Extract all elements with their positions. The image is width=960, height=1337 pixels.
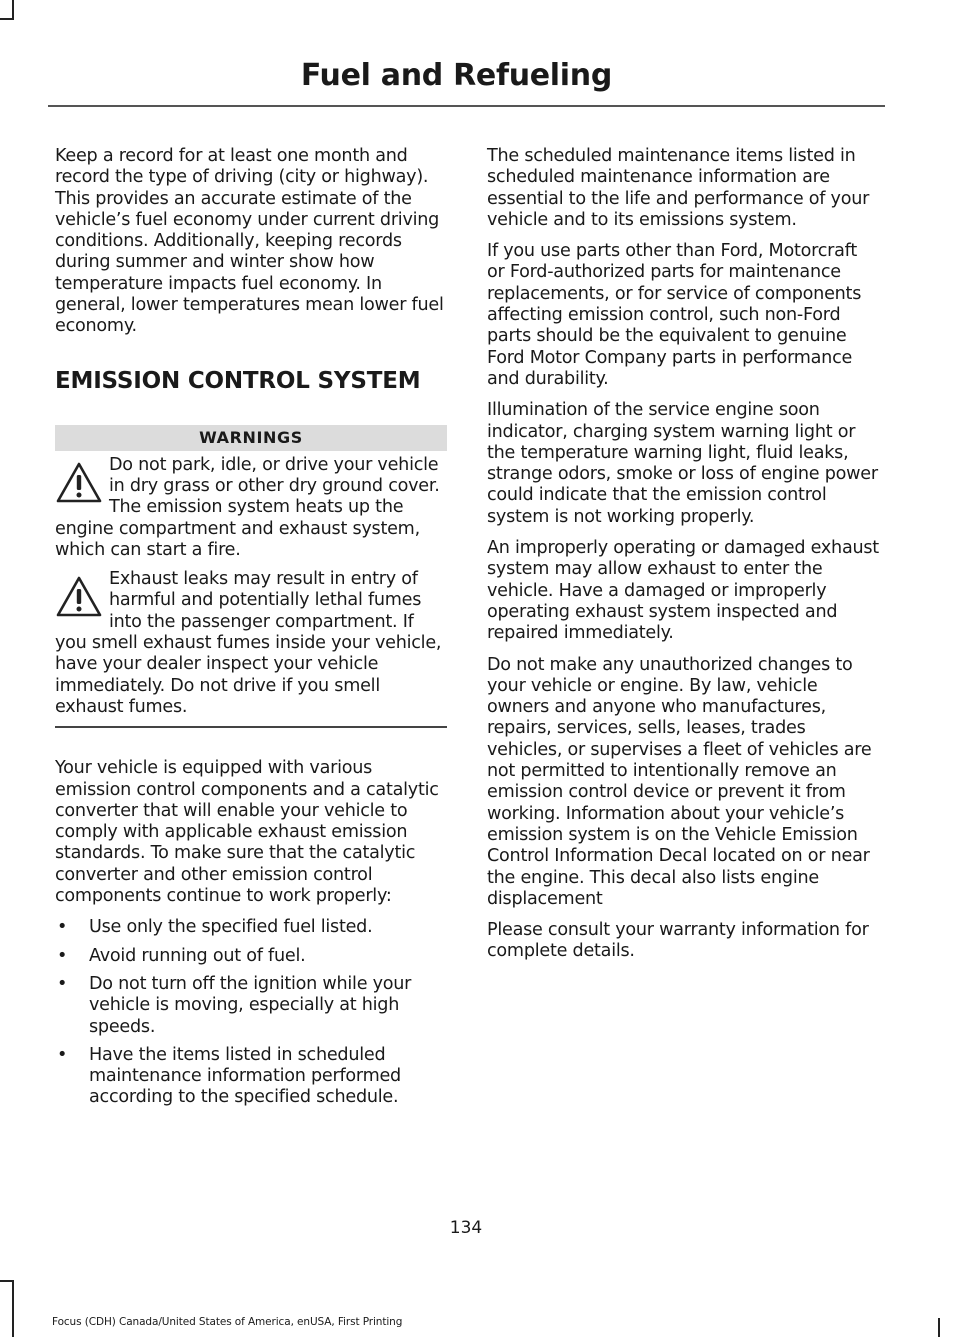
list-item-text: Have the items listed in scheduled maintenance information performed according to the specified schedule.	[89, 1044, 401, 1108]
left-column	[55, 146, 447, 1116]
intro-paragraph: Keep a record for at least one month and record the type of driving (city or highway). This provides an accurate estimate of the vehicle’s fuel economy under current driving conditions. Additionally, keeping records during summer and winter show how temperature impacts fuel economy. In general, lower temperatures mean lower fuel economy.	[55, 146, 444, 337]
bullet-marker: •	[57, 1044, 68, 1065]
warning-text: Exhaust leaks may result in entry of harmful and potentially lethal fumes into the passenger compartment. If you smell exhaust fumes inside your vehicle, have your dealer inspect your vehicle immediately. Do not drive if you smell exhaust fumes.	[55, 569, 442, 717]
bullet-list	[55, 917, 447, 1108]
body-paragraph: Please consult your warranty information for complete details.	[487, 920, 869, 962]
page-number: 134	[449, 1218, 483, 1238]
header-divider	[48, 105, 885, 107]
warning-text: Do not park, idle, or drive your vehicle in dry grass or other dry ground cover. The emission system heats up the engine compartment and exhaust system, which can start a fire.	[55, 454, 440, 560]
bullet-marker: •	[57, 945, 68, 966]
warning-triangle-icon	[55, 575, 103, 619]
body-paragraph: Do not make any unauthorized changes to your vehicle or engine. By law, vehicle owners and anyone who manufactures, repairs, services, sells, leases, trades vehicles, or supervises a fleet of vehicles are not permitted to intentionally remove an emission control device or prevent it from working. Information about your vehicle’s emission system is on the Vehicle Emission Control Information Decal located on or near the engine. This decal also lists engine displacement	[487, 654, 872, 909]
right-column	[487, 146, 879, 973]
warning-triangle-icon	[55, 461, 103, 505]
warnings-divider	[55, 726, 447, 728]
list-item	[55, 946, 447, 967]
warnings-header: WARNINGS	[55, 425, 447, 451]
crop-mark	[12, 0, 14, 18]
bullet-marker: •	[57, 917, 68, 938]
list-item-text: Avoid running out of fuel.	[89, 945, 306, 966]
list-item-text: Use only the specified fuel listed.	[89, 917, 373, 938]
bullet-marker: •	[57, 973, 68, 994]
crop-mark	[0, 1280, 14, 1282]
list-item	[55, 917, 447, 938]
crop-mark	[938, 1318, 940, 1337]
crop-mark	[0, 18, 14, 20]
warning-item	[55, 455, 447, 561]
list-item	[55, 1045, 447, 1109]
footer-text: Focus (CDH) Canada/United States of America, enUSA, First Printing	[52, 1316, 403, 1328]
page-title: Fuel and Refueling	[300, 58, 612, 93]
body-paragraph: The scheduled maintenance items listed in scheduled maintenance information are essential to the life and performance of your vehicle and to its emissions system.	[487, 146, 870, 230]
section-heading: EMISSION CONTROL SYSTEM	[55, 367, 421, 394]
body-paragraph: Illumination of the service engine soon indicator, charging system warning light or the temperature warning light, fluid leaks, strange odors, smoke or loss of engine power could indicate that the emission control system is not working properly.	[487, 400, 878, 527]
body-paragraph: An improperly operating or damaged exhaust system may allow exhaust to enter the vehicle. Have a damaged or improperly operating exhaust system inspected and repaired immediately.	[487, 538, 879, 644]
body-paragraph: If you use parts other than Ford, Motorcraft or Ford-authorized parts for maintenance replacements, or for service of components affecting emission control, such non-Ford parts should be the equivalent to genuine Ford Motor Company parts in performance and durability.	[487, 241, 862, 389]
warning-item	[55, 569, 447, 718]
list-item-text: Do not turn off the ignition while your vehicle is moving, especially at high speeds.	[89, 973, 412, 1037]
crop-mark	[12, 1280, 14, 1337]
list-item	[55, 974, 447, 1038]
body-paragraph: Your vehicle is equipped with various emission control components and a catalytic converter that will enable your vehicle to comply with applicable exhaust emission standards. To make sure that the catalytic converter and other emission control components continue to work properly:	[55, 758, 439, 907]
